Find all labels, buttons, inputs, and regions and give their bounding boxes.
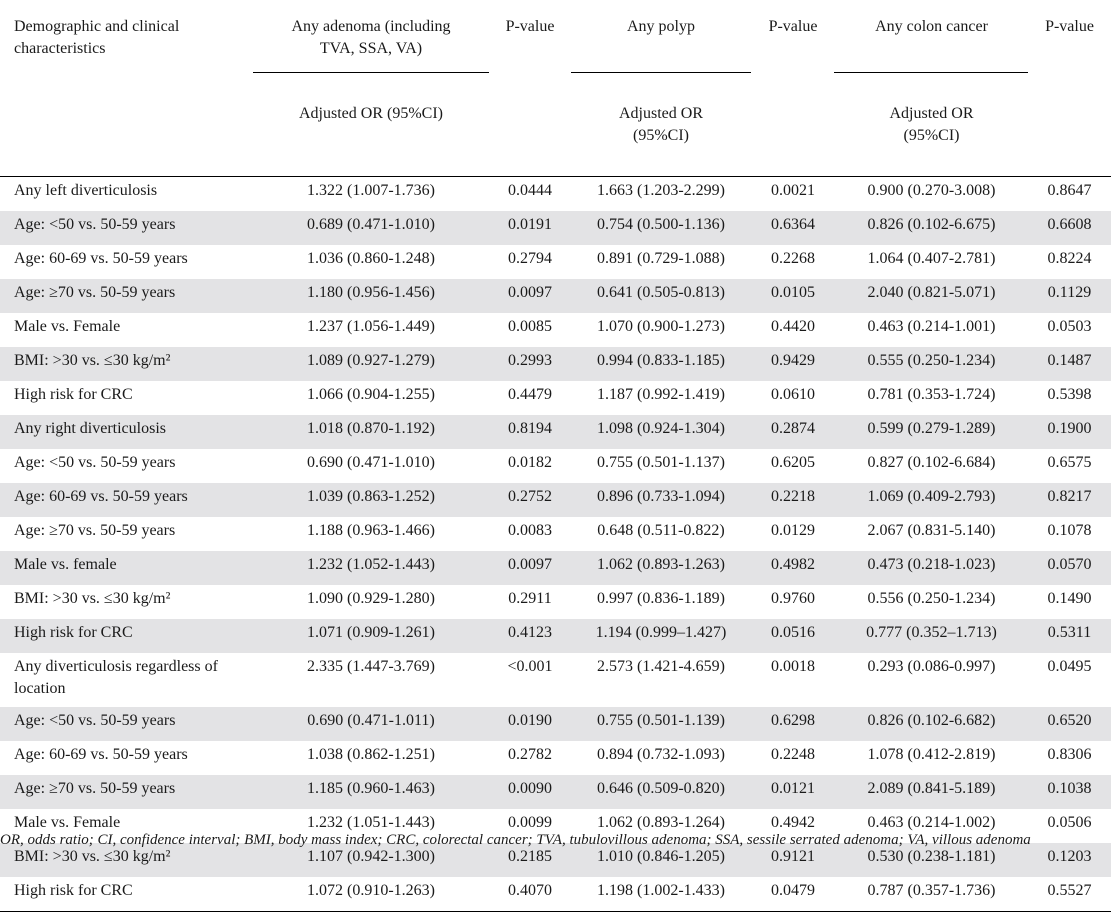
adenoma-or: 1.232 (1.052-1.443) (307, 556, 435, 573)
adenoma-or: 0.690 (0.471-1.011) (307, 712, 435, 729)
polyp-pvalue: 0.2218 (771, 488, 815, 505)
adenoma-pvalue: 0.4123 (508, 624, 552, 641)
table-row (0, 585, 1111, 619)
row-label: Age: 60-69 vs. 50-59 years (14, 488, 188, 505)
polyp-or: 0.646 (0.509-0.820) (597, 780, 725, 797)
row-label: Age: ≥70 vs. 50-59 years (14, 780, 176, 797)
row-label: Age: <50 vs. 50-59 years (14, 712, 176, 729)
adenoma-pvalue: 0.8194 (508, 420, 552, 437)
polyp-or: 1.198 (1.002-1.433) (597, 882, 725, 899)
row-label: Male vs. Female (14, 814, 121, 831)
polyp-or: 1.010 (0.846-1.205) (597, 848, 725, 865)
cancer-or: 0.599 (0.279-1.289) (867, 420, 996, 437)
cancer-or: 2.067 (0.831-5.140) (867, 522, 996, 539)
adenoma-pvalue: 0.0097 (508, 556, 552, 573)
subheader-row (0, 88, 1111, 177)
cancer-pvalue: 0.1203 (1047, 848, 1092, 865)
cancer-pvalue: 0.1487 (1047, 352, 1092, 369)
polyp-pvalue: 0.0516 (771, 624, 815, 641)
table-footnote: OR, odds ratio; CI, confidence interval; BMI, body mass index; CRC, colorectal cancer; TVA, tubulovillous adenoma; SSA, sessile serrated adenoma; VA, villous adenoma (0, 832, 1031, 848)
polyp-or: 1.062 (0.893-1.263) (597, 556, 725, 573)
cancer-pvalue: 0.6608 (1047, 216, 1092, 233)
subheader-adenoma-or: Adjusted OR (95%CI) (299, 105, 443, 122)
polyp-pvalue: 0.0021 (771, 182, 815, 199)
adenoma-pvalue: 0.0444 (508, 182, 552, 199)
group-rule-adenoma (253, 72, 489, 73)
polyp-pvalue: 0.6298 (771, 712, 815, 729)
table-row (0, 177, 1111, 212)
row-label: BMI: >30 vs. ≤30 kg/m² (14, 848, 171, 865)
group-rule-polyp (571, 72, 751, 73)
row-label: Any right diverticulosis (14, 420, 166, 437)
row-label: High risk for CRC (14, 386, 133, 403)
adenoma-or: 1.039 (0.863-1.252) (307, 488, 435, 505)
table-row (0, 517, 1111, 551)
cancer-pvalue: 0.1490 (1047, 590, 1092, 607)
polyp-pvalue: 0.9760 (771, 590, 815, 607)
adenoma-pvalue: 0.0085 (508, 318, 552, 335)
table-row (0, 381, 1111, 415)
adenoma-or: 1.089 (0.927-1.279) (307, 352, 435, 369)
polyp-or: 1.663 (1.203-2.299) (597, 182, 725, 199)
cancer-or: 1.064 (0.407-2.781) (867, 250, 996, 267)
subheader-polyp-or: Adjusted OR (95%CI) (619, 105, 703, 144)
adenoma-or: 1.038 (0.862-1.251) (307, 746, 435, 763)
row-label: Any left diverticulosis (14, 182, 158, 199)
adenoma-pvalue: 0.2782 (508, 746, 552, 763)
polyp-pvalue: 0.9429 (771, 352, 815, 369)
polyp-pvalue: 0.0121 (771, 780, 815, 797)
cancer-or: 0.781 (0.353-1.724) (867, 386, 996, 403)
adenoma-or: 1.322 (1.007-1.736) (307, 182, 435, 199)
cancer-or: 0.777 (0.352–1.713) (866, 624, 997, 641)
adenoma-or: 1.232 (1.051-1.443) (307, 814, 435, 831)
cancer-or: 0.787 (0.357-1.736) (867, 882, 996, 899)
polyp-or: 0.896 (0.733-1.094) (597, 488, 725, 505)
row-label: High risk for CRC (14, 624, 133, 641)
cancer-pvalue: 0.1078 (1047, 522, 1092, 539)
adenoma-or: 1.036 (0.860-1.248) (307, 250, 435, 267)
adenoma-pvalue: 0.0097 (508, 284, 552, 301)
adenoma-or: 2.335 (1.447-3.769) (307, 658, 435, 675)
header-any-adenoma: Any adenoma (including TVA, SSA, VA) (291, 18, 451, 57)
cancer-or: 0.293 (0.086-0.997) (867, 658, 996, 675)
adenoma-or: 1.237 (1.056-1.449) (307, 318, 435, 335)
polyp-or: 0.894 (0.732-1.093) (597, 746, 725, 763)
cancer-pvalue: 0.1129 (1047, 284, 1092, 301)
polyp-or: 0.641 (0.505-0.813) (597, 284, 725, 301)
cancer-or: 0.463 (0.214-1.002) (867, 814, 996, 831)
polyp-or: 0.755 (0.501-1.139) (597, 712, 725, 729)
cancer-pvalue: 0.0570 (1047, 556, 1092, 573)
adenoma-pvalue: 0.0190 (508, 712, 552, 729)
cancer-or: 0.530 (0.238-1.181) (867, 848, 996, 865)
row-label: High risk for CRC (14, 882, 133, 899)
adenoma-or: 0.689 (0.471-1.010) (307, 216, 435, 233)
cancer-pvalue: 0.5527 (1047, 882, 1092, 899)
polyp-or: 2.573 (1.421-4.659) (597, 658, 725, 675)
polyp-pvalue: 0.0105 (771, 284, 815, 301)
table-row (0, 551, 1111, 585)
table-row (0, 211, 1111, 245)
cancer-pvalue: 0.6520 (1047, 712, 1092, 729)
adenoma-or: 0.690 (0.471-1.010) (307, 454, 435, 471)
table-row (0, 653, 1111, 707)
subheader-cancer-or: Adjusted OR (95%CI) (889, 105, 974, 144)
cancer-pvalue: 0.8306 (1047, 746, 1092, 763)
table-row (0, 415, 1111, 449)
cancer-or: 0.556 (0.250-1.234) (867, 590, 996, 607)
header-pvalue-cancer: P-value (1045, 18, 1094, 35)
cancer-or: 2.040 (0.821-5.071) (867, 284, 996, 301)
cancer-pvalue: 0.5398 (1047, 386, 1092, 403)
adenoma-or: 1.185 (0.960-1.463) (307, 780, 435, 797)
adenoma-pvalue: 0.0099 (508, 814, 552, 831)
table-row (0, 619, 1111, 653)
cancer-or: 0.463 (0.214-1.001) (867, 318, 996, 335)
header-pvalue-adenoma: P-value (505, 18, 555, 35)
table-row (0, 245, 1111, 279)
polyp-or: 0.755 (0.501-1.137) (597, 454, 725, 471)
row-label: BMI: >30 vs. ≤30 kg/m² (14, 590, 171, 607)
row-label: Male vs. Female (14, 318, 121, 335)
polyp-pvalue: 0.9121 (771, 848, 815, 865)
cancer-or: 1.069 (0.409-2.793) (867, 488, 996, 505)
cancer-pvalue: 0.1900 (1047, 420, 1092, 437)
table-row (0, 347, 1111, 381)
adenoma-or: 1.107 (0.942-1.300) (307, 848, 435, 865)
polyp-or: 1.098 (0.924-1.304) (597, 420, 725, 437)
cancer-pvalue: 0.8217 (1047, 488, 1092, 505)
cancer-or: 1.078 (0.412-2.819) (867, 746, 996, 763)
row-label: Age: <50 vs. 50-59 years (14, 216, 176, 233)
cancer-pvalue: 0.0506 (1047, 814, 1092, 831)
adenoma-pvalue: <0.001 (507, 658, 553, 675)
cancer-pvalue: 0.0495 (1047, 658, 1092, 675)
row-label: BMI: >30 vs. ≤30 kg/m² (14, 352, 171, 369)
adenoma-or: 1.072 (0.910-1.263) (307, 882, 435, 899)
polyp-or: 1.070 (0.900-1.273) (597, 318, 725, 335)
table-row (0, 279, 1111, 313)
cancer-pvalue: 0.8224 (1047, 250, 1092, 267)
header-pvalue-polyp: P-value (768, 18, 818, 35)
table-row (0, 741, 1111, 775)
adenoma-pvalue: 0.0090 (508, 780, 552, 797)
row-label: Age: ≥70 vs. 50-59 years (14, 284, 176, 301)
header-row (0, 0, 1111, 88)
polyp-or: 0.994 (0.833-1.185) (597, 352, 725, 369)
table-body (0, 177, 1111, 912)
adenoma-or: 1.188 (0.963-1.466) (307, 522, 435, 539)
adenoma-or: 1.071 (0.909-1.261) (307, 624, 435, 641)
adenoma-or: 1.018 (0.870-1.192) (307, 420, 435, 437)
polyp-or: 1.062 (0.893-1.264) (597, 814, 725, 831)
polyp-pvalue: 0.0610 (771, 386, 815, 403)
cancer-pvalue: 0.0503 (1047, 318, 1092, 335)
table-row (0, 877, 1111, 912)
polyp-or: 0.648 (0.511-0.822) (597, 522, 725, 539)
adenoma-pvalue: 0.2911 (508, 590, 552, 607)
polyp-or: 0.754 (0.500-1.136) (597, 216, 725, 233)
cancer-pvalue: 0.8647 (1047, 182, 1092, 199)
table-row (0, 707, 1111, 741)
cancer-or: 0.900 (0.270-3.008) (867, 182, 996, 199)
adenoma-pvalue: 0.4479 (508, 386, 552, 403)
cancer-or: 0.826 (0.102-6.675) (867, 216, 996, 233)
cancer-pvalue: 0.5311 (1047, 624, 1092, 641)
header-any-polyp: Any polyp (627, 18, 695, 35)
adenoma-pvalue: 0.0182 (508, 454, 552, 471)
polyp-pvalue: 0.0479 (771, 882, 815, 899)
cancer-or: 0.826 (0.102-6.682) (867, 712, 996, 729)
header-any-colon-cancer: Any colon cancer (875, 18, 988, 35)
adenoma-pvalue: 0.0191 (508, 216, 552, 233)
polyp-or: 1.187 (0.992-1.419) (597, 386, 725, 403)
polyp-pvalue: 0.2874 (771, 420, 815, 437)
polyp-pvalue: 0.4982 (771, 556, 815, 573)
table-row (0, 449, 1111, 483)
row-label: Age: 60-69 vs. 50-59 years (14, 250, 188, 267)
cancer-or: 0.473 (0.218-1.023) (867, 556, 996, 573)
row-label: Any diverticulosis regardless of location (14, 658, 218, 697)
polyp-or: 1.194 (0.999–1.427) (595, 624, 727, 641)
polyp-pvalue: 0.0129 (771, 522, 815, 539)
polyp-pvalue: 0.4420 (771, 318, 815, 335)
row-label: Age: 60-69 vs. 50-59 years (14, 746, 188, 763)
adenoma-or: 1.090 (0.929-1.280) (307, 590, 435, 607)
adenoma-pvalue: 0.2794 (508, 250, 552, 267)
adenoma-pvalue: 0.2752 (508, 488, 552, 505)
polyp-pvalue: 0.6364 (771, 216, 815, 233)
adenoma-pvalue: 0.4070 (508, 882, 552, 899)
row-label: Age: ≥70 vs. 50-59 years (14, 522, 176, 539)
adenoma-pvalue: 0.0083 (508, 522, 552, 539)
table-row (0, 775, 1111, 809)
adenoma-or: 1.066 (0.904-1.255) (307, 386, 435, 403)
polyp-or: 0.891 (0.729-1.088) (597, 250, 725, 267)
polyp-pvalue: 0.2268 (771, 250, 815, 267)
group-rule-cancer (834, 72, 1028, 73)
cancer-or: 0.827 (0.102-6.684) (867, 454, 996, 471)
table-row (0, 313, 1111, 347)
cancer-pvalue: 0.6575 (1047, 454, 1092, 471)
polyp-or: 0.997 (0.836-1.189) (597, 590, 725, 607)
cancer-pvalue: 0.1038 (1047, 780, 1092, 797)
row-label: Age: <50 vs. 50-59 years (14, 454, 176, 471)
adenoma-or: 1.180 (0.956-1.456) (307, 284, 435, 301)
cancer-or: 0.555 (0.250-1.234) (867, 352, 996, 369)
polyp-pvalue: 0.2248 (771, 746, 815, 763)
table-row (0, 483, 1111, 517)
polyp-pvalue: 0.0018 (771, 658, 815, 675)
adenoma-pvalue: 0.2993 (508, 352, 552, 369)
row-label: Male vs. female (14, 556, 117, 573)
polyp-pvalue: 0.6205 (771, 454, 815, 471)
adenoma-pvalue: 0.2185 (508, 848, 552, 865)
header-characteristics: Demographic and clinical characteristics (14, 18, 180, 57)
cancer-or: 2.089 (0.841-5.189) (867, 780, 996, 797)
polyp-pvalue: 0.4942 (771, 814, 815, 831)
